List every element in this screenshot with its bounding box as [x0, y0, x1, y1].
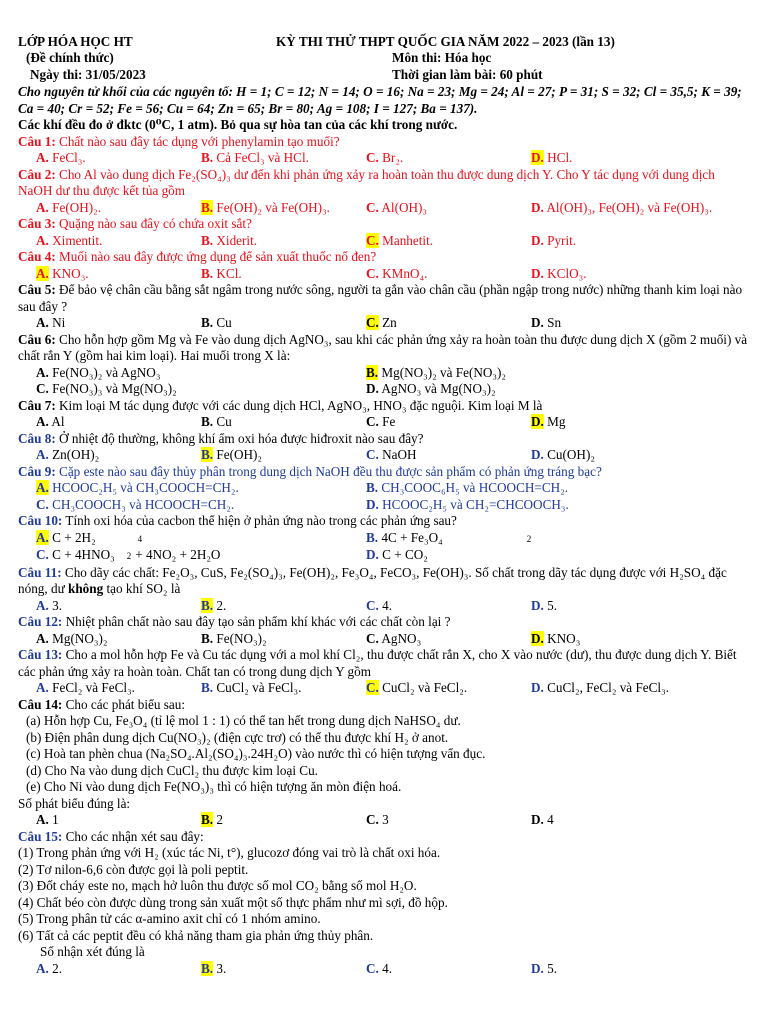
arrow-condition-mark: 2	[526, 533, 532, 544]
question-4	[18, 249, 752, 282]
option-c[interactable]: C. NaOH	[366, 447, 417, 462]
option-b[interactable]: B. 2.	[201, 597, 227, 613]
question-6	[18, 332, 752, 398]
question-ask: Số phát biểu đúng là:	[18, 795, 131, 811]
answer-highlight: A.	[36, 265, 49, 281]
answer-highlight: C.	[366, 680, 379, 695]
answer-highlight: B.	[201, 447, 214, 462]
answer-highlight: B.	[201, 597, 214, 613]
option-d[interactable]: D. KNO₃	[531, 630, 581, 646]
duration: Thời gian làm bài: 60 phút	[392, 67, 543, 82]
option-d[interactable]: D. Cu(OH)₂	[531, 447, 595, 462]
answer-highlight: B.	[201, 960, 214, 976]
option-d[interactable]: D. Pyrit.	[531, 232, 577, 248]
statement-6: (6) Tất cả các peptit đều có khả năng tham gia phản ứng thủy phân.	[18, 927, 374, 943]
option-d[interactable]: D. Mg	[531, 414, 566, 429]
question-number: Câu 3:	[18, 216, 56, 231]
question-number: Câu 14:	[18, 696, 63, 712]
question-2	[18, 167, 752, 217]
answer-highlight: C.	[366, 232, 379, 248]
question-13	[18, 647, 752, 697]
exam-header	[18, 34, 752, 84]
question-10	[18, 513, 752, 565]
statement-d: (d) Cho Na vào dung dịch CuCl₂ thu được kim loại Cu.	[26, 762, 318, 778]
answer-highlight: B.	[201, 199, 214, 215]
statement-e: (e) Cho Ni vào dung dịch Fe(NO₃)₃ thì có hiện tượng ăn mòn điện hoá.	[26, 779, 402, 794]
option-d[interactable]: D. HCOOC₂H₅ và CH₂=CHCOOCH₃.	[366, 496, 569, 512]
statement-b: (b) Điện phân dung dịch Cu(NO₃)₂ (điện cực trơ) có thể thu được khí H₂ ở anot.	[26, 729, 449, 745]
option-b[interactable]: B. Cu	[201, 414, 232, 429]
question-stem: Chất nào sau đây tác dụng với phenylamin tạo muối?	[59, 133, 340, 149]
option-b[interactable]: B. KCl.	[201, 265, 242, 281]
question-number: Câu 9:	[18, 463, 56, 479]
question-12	[18, 614, 752, 647]
question-5	[18, 282, 752, 332]
option-c[interactable]: C. AgNO₃	[366, 630, 422, 646]
question-stem: Cho các phát biểu sau:	[65, 696, 186, 712]
question-number: Câu 13:	[18, 647, 63, 662]
option-b[interactable]: B. CH₃COOC₆H₅ và HCOOCH=CH₂.	[366, 480, 569, 495]
option-c[interactable]: C. Br₂.	[366, 150, 404, 165]
option-b[interactable]: B. 2	[201, 812, 223, 827]
option-c[interactable]: C. C + 4HNO₃ 2 + 4NO₂ + 2H₂O	[36, 547, 221, 562]
option-c[interactable]: C. 4.	[366, 960, 393, 976]
question-number: Câu 6:	[18, 331, 56, 347]
option-b[interactable]: B. Mg(NO₃)₂ và Fe(NO₃)₂	[366, 364, 506, 380]
option-c[interactable]: C. Fe	[366, 414, 396, 429]
option-c[interactable]: C. Fe(NO₃)₃ và Mg(NO₃)₂	[36, 381, 177, 396]
exam-date: Ngày thi: 31/05/2023	[30, 67, 146, 82]
question-1	[18, 134, 752, 167]
arrow-condition-mark: 4	[137, 533, 143, 544]
question-14	[18, 697, 752, 829]
option-d[interactable]: D. 5.	[531, 597, 558, 613]
option-a[interactable]: A. Fe(OH)₂.	[36, 199, 102, 215]
question-stem: Nhiệt phân chất nào sau đây tạo sản phẩm khí khác với các chất còn lại ?	[65, 614, 451, 629]
option-b[interactable]: B. Fe(OH)₂	[201, 447, 263, 462]
option-d[interactable]: D. 5.	[531, 960, 558, 976]
option-d[interactable]: D. 4	[531, 812, 554, 827]
question-stem: Cho các nhận xét sau đây:	[65, 828, 204, 844]
subject: Môn thi: Hóa học	[392, 50, 492, 65]
option-c[interactable]: C. KMnO₄.	[366, 265, 428, 281]
answer-highlight: D.	[531, 150, 544, 165]
question-ask: Số nhận xét đúng là	[40, 944, 145, 959]
question-stem: Ở nhiệt độ thường, không khí ẩm oxi hóa được hiđroxit nào sau đây?	[59, 430, 424, 446]
option-b[interactable]: B. Fe(OH)₂ và Fe(OH)₃.	[201, 199, 330, 215]
option-b[interactable]: B. 3.	[201, 960, 227, 976]
statement-c: (c) Hoà tan phèn chua (Na₂SO₄.Al₂(SO₄)₃.24H₂O) vào nước thì có hiện tượng vẩn đục.	[26, 746, 486, 761]
option-c[interactable]: C. CH₃COOCH₃ và HCOOCH=CH₂.	[36, 496, 235, 512]
statement-1: (1) Trong phản ứng với H₂ (xúc tác Ni, t°), glucozơ đóng vai trò là chất oxi hóa.	[18, 845, 441, 860]
question-number: Câu 8:	[18, 430, 56, 446]
answer-highlight: A.	[36, 529, 49, 545]
option-a[interactable]: A. 1	[36, 812, 59, 827]
emphasis-word: không	[68, 581, 104, 596]
question-stem: Cho a mol hỗn hợp Fe và Cu tác dụng với a mol khí Cl₂, thu được chất rắn X, cho X vào nước (dư), thu được dung dịch Y. Biết các phản ứng xảy ra hoàn toàn. Chất tan có trong dung dịch Y gồm	[18, 647, 737, 679]
option-d[interactable]: D. CuCl₂, FeCl₂ và FeCl₃.	[531, 680, 669, 695]
option-a[interactable]: A. 3.	[36, 597, 63, 613]
option-b[interactable]: B. Fe(NO₃)₂	[201, 630, 267, 646]
question-8	[18, 431, 752, 464]
option-a[interactable]: A. KNO₃.	[36, 265, 89, 281]
answer-highlight: A.	[36, 480, 49, 495]
answer-highlight: C.	[366, 315, 379, 330]
statement-a: (a) Hỗn hợp Cu, Fe₃O₄ (tỉ lệ mol 1 : 1) có thể tan hết trong dung dịch NaHSO₄ dư.	[26, 713, 461, 728]
official-label: (Đề chính thức)	[26, 50, 114, 65]
question-7	[18, 398, 752, 431]
question-stem: Cho dãy các chất: Fe₂O₃, CuS, Fe₂(SO₄)₃, Fe(OH)₂, Fe₃O₄, FeCO₃, Fe(OH)₃. Số chất trong dãy tác dụng được với H₂SO₄ đặc nóng, dư	[18, 564, 727, 596]
option-d[interactable]: D. AgNO₃ và Mg(NO₃)₂	[366, 381, 496, 396]
gas-condition-note: Các khí đều đo ở đktc (0⁰C, 1 atm). Bỏ qua sự hòa tan của các khí trong nước.	[18, 117, 458, 132]
option-b[interactable]: B. Cả FeCl₃ và HCl.	[201, 150, 309, 165]
question-stem: Quặng nào sau đây có chứa oxit sắt?	[59, 216, 252, 231]
option-d[interactable]: D. HCl.	[531, 150, 573, 165]
option-a[interactable]: A. Ni	[36, 315, 66, 330]
exam-page	[18, 34, 752, 977]
option-d[interactable]: D. KClO₃.	[531, 265, 587, 281]
option-c[interactable]: C. Zn	[366, 315, 397, 330]
question-stem: Cho hỗn hợp gồm Mg và Fe vào dung dịch AgNO₃, sau khi các phản ứng xảy ra hoàn toàn thu được dung dịch X (gồm 2 muối) và chất rắn Y (gồm hai kim loại). Hai muối trong X là:	[18, 331, 748, 363]
question-number: Câu 7:	[18, 397, 56, 413]
option-a[interactable]: A. Mg(NO₃)₂	[36, 630, 108, 646]
question-3	[18, 216, 752, 249]
question-number: Câu 2:	[18, 166, 56, 182]
option-b[interactable]: B. CuCl₂ và FeCl₃.	[201, 680, 302, 695]
option-a[interactable]: A. Al	[36, 414, 65, 429]
statement-3: (3) Đốt cháy este no, mạch hở luôn thu được số mol CO₂ bằng số mol H₂O.	[18, 878, 417, 893]
question-stem: Cặp este nào sau đây thủy phân trong dung dịch NaOH đều thu được sản phẩm có phản ứng tráng bạc?	[59, 463, 602, 479]
option-c[interactable]: C. CuCl₂ và FeCl₂.	[366, 680, 468, 695]
question-number: Câu 4:	[18, 249, 56, 264]
option-c[interactable]: C. Manhetit.	[366, 232, 434, 248]
statement-5: (5) Trong phân tử các α-amino axit chỉ có 1 nhóm amino.	[18, 911, 321, 926]
option-c[interactable]: C. Al(OH)₃	[366, 199, 428, 215]
option-d[interactable]: D. Al(OH)₃, Fe(OH)₂ và Fe(OH)₃.	[531, 199, 713, 215]
option-a[interactable]: A. HCOOC₂H₅ và CH₃COOCH=CH₂.	[36, 480, 239, 495]
option-a[interactable]: A. FeCl₃.	[36, 150, 86, 165]
question-stem: Muối nào sau đây được ứng dụng để sản xuất thuốc nổ đen?	[59, 249, 377, 264]
school-name: LỚP HÓA HỌC HT	[18, 34, 133, 49]
option-a[interactable]: A. FeCl₂ và FeCl₃.	[36, 680, 135, 695]
option-a[interactable]: A. Fe(NO₃)₂ và AgNO₃	[36, 364, 161, 380]
statement-2: (2) Tơ nilon-6,6 còn được gọi là poli peptit.	[18, 861, 249, 877]
option-d[interactable]: D. C + CO₂	[366, 547, 428, 562]
option-a[interactable]: A. Ximentit.	[36, 232, 103, 248]
question-15	[18, 829, 752, 978]
answer-highlight: D.	[531, 414, 544, 429]
question-stem: Để bảo vệ chân cầu bằng sắt ngâm trong nước sông, người ta gắn vào chân cầu (phần ngập trong nước) những thanh kim loại nào sau đây ?	[18, 282, 743, 314]
arrow-condition-mark: 2	[126, 551, 132, 561]
atomic-mass-note: Cho nguyên tử khối của các nguyên tố: H = 1; C = 12; N = 14; O = 16; Na = 23; Mg = 24; Al = 27; P = 31; S = 32; Cl = 35,5; K = 39; Ca = 40; Cr = 52; Fe = 56; Cu = 64; Zn = 65; Br = 80; Ag = 108; I = 127; Ba = 137).	[18, 84, 742, 116]
option-d[interactable]: D. Sn	[531, 315, 562, 330]
option-a[interactable]: A. 2.	[36, 960, 63, 976]
option-b[interactable]: B. Cu	[201, 315, 232, 330]
option-a[interactable]: A. C + 2H₂ 4	[36, 529, 143, 545]
option-b[interactable]: B. Xiderit.	[201, 232, 258, 248]
question-stem: Tính oxi hóa của cacbon thể hiện ở phản ứng nào trong các phản ứng sau?	[65, 513, 457, 528]
exam-title: KỲ THI THỬ THPT QUỐC GIA NĂM 2022 – 2023 (lần 13)	[276, 34, 615, 49]
option-c[interactable]: C. 3	[366, 812, 389, 827]
question-number: Câu 11:	[18, 564, 62, 580]
question-number: Câu 1:	[18, 133, 56, 149]
answer-highlight: B.	[366, 364, 379, 380]
answer-highlight: D.	[531, 630, 544, 646]
question-number: Câu 10:	[18, 513, 63, 528]
question-number: Câu 15:	[18, 828, 63, 844]
question-stem: Cho Al vào dung dịch Fe₂(SO₄)₃ dư đến khi phản ứng xảy ra hoàn toàn thu được dung dịch Y. Cho Y tác dụng với dung dịch NaOH dư thu được kết tủa gồm	[18, 166, 715, 198]
question-11: Câu 11: Cho dãy các chất: Fe₂O₃, CuS, Fe₂(SO₄)₃, Fe(OH)₂, Fe₃O₄, FeCO₃, Fe(OH)₃. Số chất trong dãy tác dụng được với H₂SO₄ đặc nóng, dư không tạo khí SO₂ là A. 3. B. 2. C. 4. D. 5.	[18, 564, 727, 613]
option-b[interactable]: B. 4C + Fe₃O₄ 2	[366, 529, 532, 545]
question-9	[18, 464, 752, 514]
option-c[interactable]: C. 4.	[366, 597, 393, 613]
question-number: Câu 12:	[18, 614, 63, 629]
statement-4: (4) Chất béo còn được dùng trong sản xuất một số thực phẩm như mì sợi, đồ hộp.	[18, 894, 448, 910]
question-number: Câu 5:	[18, 282, 56, 297]
answer-highlight: B.	[201, 812, 214, 827]
option-a[interactable]: A. Zn(OH)₂	[36, 447, 100, 462]
question-stem: Kim loại M tác dụng được với các dung dịch HCl, AgNO₃, HNO₃ đặc nguội. Kim loại M là	[59, 397, 543, 413]
